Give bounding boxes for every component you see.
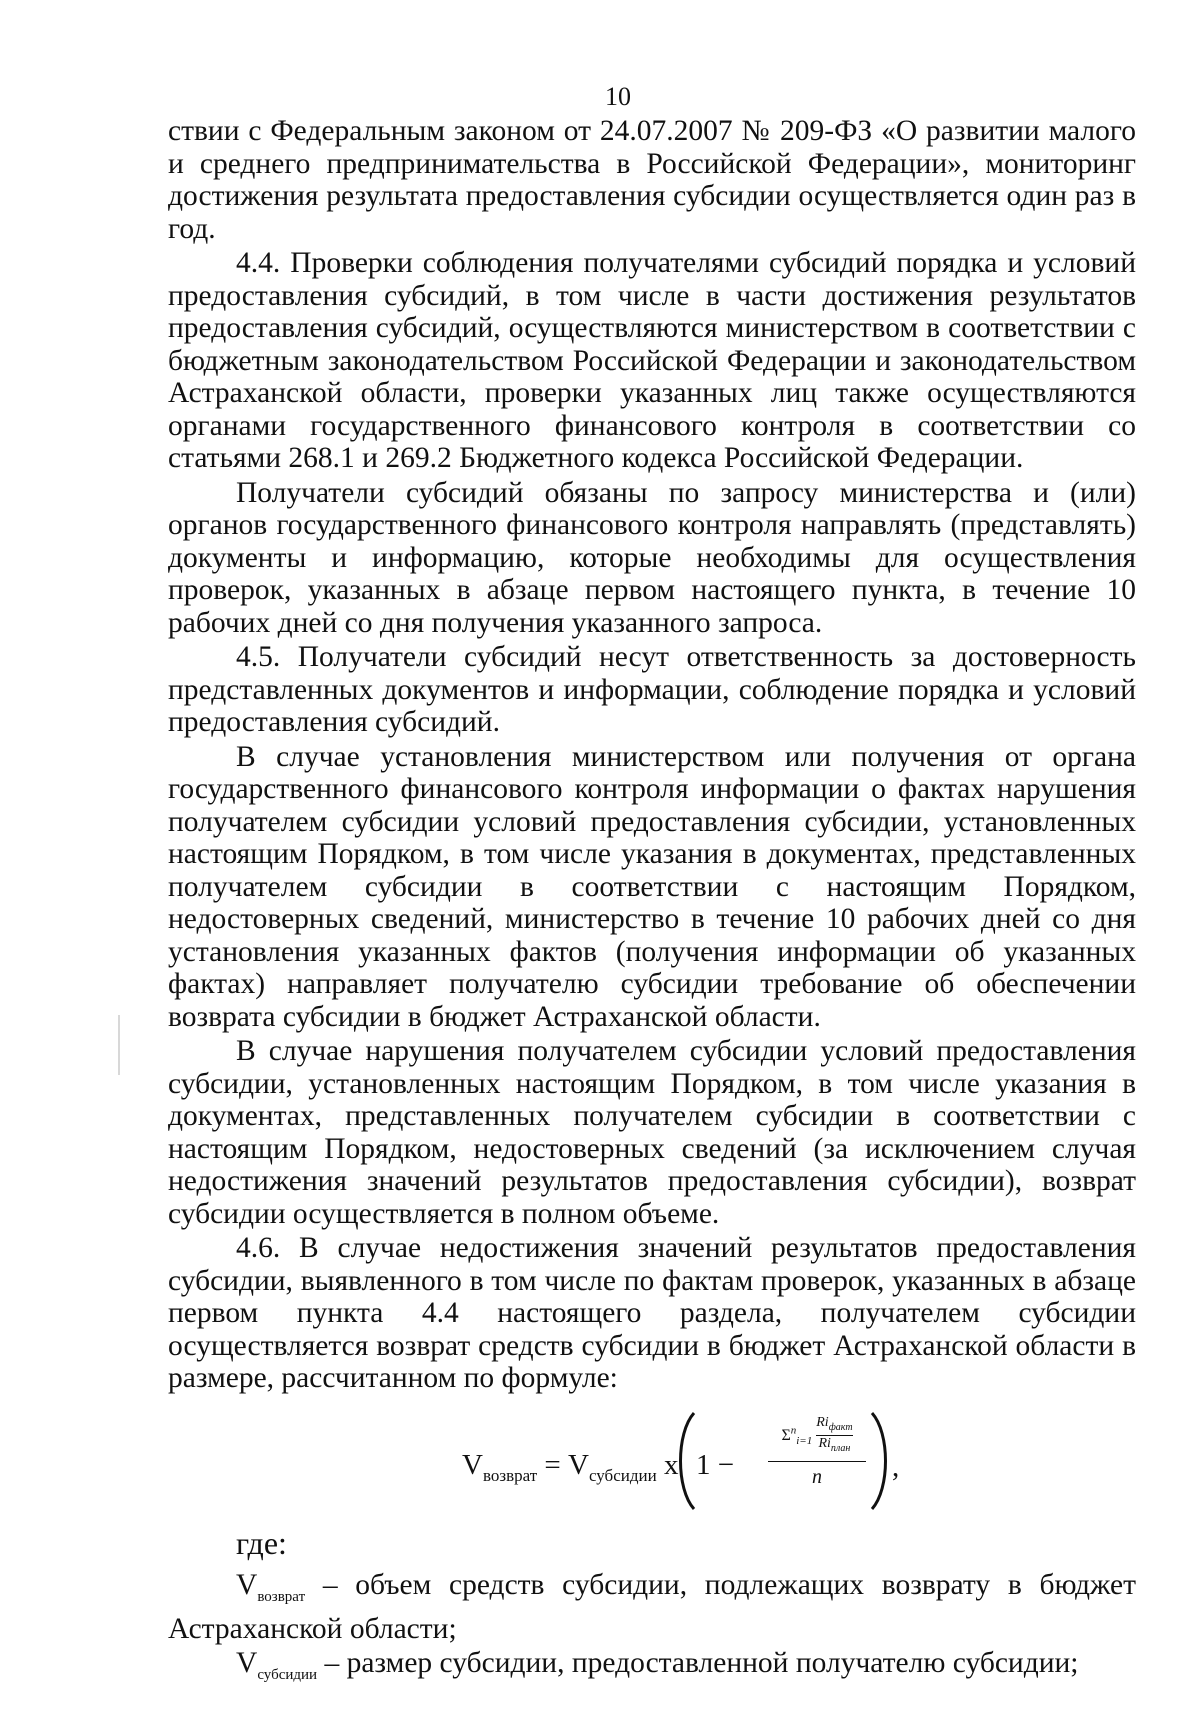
scan-artifact-line [118,1015,120,1075]
formula-lhs [462,1449,678,1486]
definition-v-subsidy-subscript: субсидии [257,1667,318,1684]
formula-sum-lower: i=1 [796,1434,813,1447]
formula-lhs-subscript: возврат [482,1465,538,1485]
definition-v-subsidy-symbol: V [236,1647,258,1680]
refund-formula [168,1407,1136,1519]
where-label: где: [236,1524,287,1561]
page-number: 10 [605,82,631,111]
formula-numerator [768,1415,866,1458]
formula-one-minus: 1 − [696,1448,735,1481]
paragraph-clause-4-6: 4.6. В случае недостижения значений результатов предоставления субсидии, выявленного в том числе по фактам проверок, указанных в абзаце первом пункта 4.4 настоящего раздела, получателем субсидии осуществляется возврат средств субсидии в бюджет Астраханской области в размере, рассчитанном по формуле: [168,1232,1136,1394]
definition-v-refund-text: – объем средств субсидии, подлежащих возврату в бюджет Астраханской области; [168,1568,1136,1645]
formula-ratio-bottom-symbol: Ri [818,1436,831,1452]
definition-v-refund-subscript: возврат [257,1588,306,1605]
formula-right-paren [868,1411,894,1511]
paragraph-clause-4-5: 4.5. Получатели субсидий несут ответственность за достоверность представленных документов и информации, соблюдение порядка и условий предоставления субсидий. [168,641,1136,738]
paragraph-violation-full-refund: В случае нарушения получателем субсидии условий предоставления субсидии, установленных настоящим Порядком, в том числе указания в документах, представленных получателем субсидии в соответствии с настоящим Порядком, недостоверных сведений (за исключением случая недостижения значений результатов предоставления субсидии), возврат субсидии осуществляется в полном объеме. [168,1035,1136,1230]
formula-lhs-symbol: V [462,1448,483,1481]
formula-times: х [663,1448,679,1481]
formula-fraction [768,1415,866,1490]
formula-trailing-comma: , [892,1450,900,1483]
formula-ratio-top [816,1415,852,1437]
paragraph-violation-established: В случае установления министерством или получения от органа государственного финансового контроля информации о фактах нарушения получателем субсидии условий предоставления субсидии, установленных настоящим Порядком, в том числе указания в документах, представленных получателем субсидии в соответствии с настоящим Порядком, недостоверных сведений, министерство в течение 10 рабочих дней со дня установления указанных фактов (получения информации об указанных фактах) направляет получателю субсидии требование об обеспечении возврата субсидии в бюджет Астраханской области. [168,740,1136,1033]
formula-left-paren [672,1411,698,1511]
definition-v-subsidy [168,1647,1136,1691]
definition-v-subsidy-text: – размер субсидии, предоставленной получателю субсидии; [317,1647,1079,1680]
formula-fraction-bar [768,1461,866,1462]
formula-ratio-bottom-sub: план [830,1443,851,1455]
definition-v-refund-symbol: V [236,1568,258,1601]
paragraph-recipients-obligations: Получатели субсидий обязаны по запросу министерства и (или) органов государственного финансового контроля направлять (представлять) документы и информацию, которые необходимы для осуществления проверок, указанных в абзаце первом настоящего пункта, в течение 10 рабочих дней со дня получения указанного запроса. [168,476,1136,639]
formula-ratio [816,1415,852,1458]
formula-ratio-bottom [816,1436,852,1457]
paragraph-continuation: ствии с Федеральным законом от 24.07.2007 № 209-ФЗ «О развитии малого и среднего предпринимательства в Российской Федерации», мониторинг достижения результата предоставления субсидии осуществляется один раз в год. [168,115,1136,245]
formula-ratio-top-sub: факт [828,1421,853,1433]
formula-sum-upper: n [790,1424,797,1437]
formula-sum-sign: Σ [781,1426,791,1444]
formula-equals: = [544,1448,561,1481]
formula-denominator: n [812,1466,822,1489]
formula-ratio-top-symbol: Ri [816,1414,829,1430]
paragraph-clause-4-4: 4.4. Проверки соблюдения получателями субсидий порядка и условий предоставления субсидий, в том числе в части достижения результатов предоставления субсидий, осуществляются министерством в соответствии с бюджетным законодательством Российской Федерации и законодательством Астраханской области, проверки указанных лиц также осуществляются органами государственного финансового контроля в соответствии со статьями 268.1 и 269.2 Бюджетного кодекса Российской Федерации. [168,247,1136,474]
document-body [168,115,1136,1692]
formula-rhs-subscript: субсидии [588,1465,657,1485]
formula-rhs-symbol: V [568,1448,589,1481]
definition-v-refund [168,1569,1136,1646]
